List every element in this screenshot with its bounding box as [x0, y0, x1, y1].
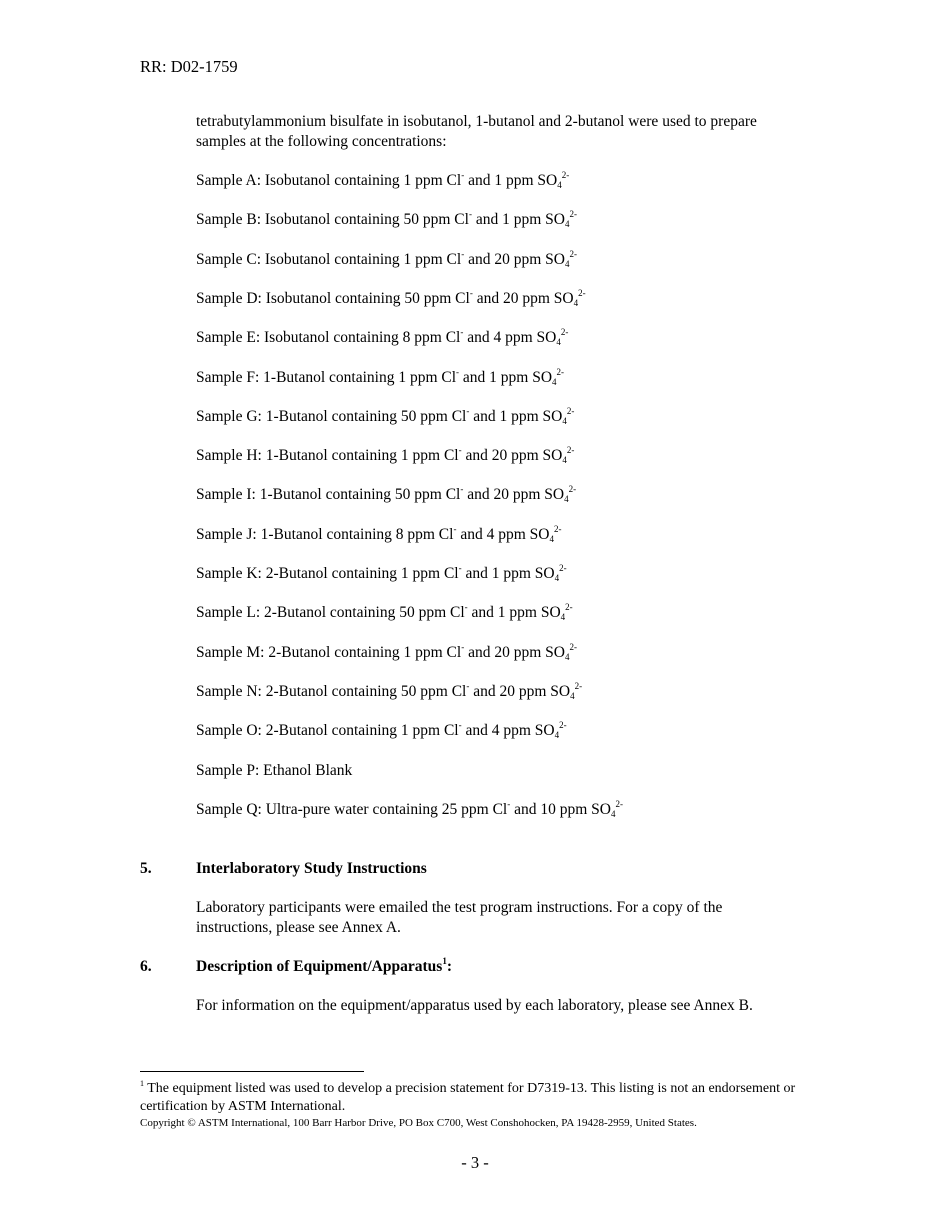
sample-text: Sample M: 2-Butanol containing 1 ppm Cl — [196, 643, 462, 661]
sulfate-subscript: 4 — [610, 808, 616, 819]
sample-sulfate-text: and 20 ppm SO — [469, 682, 571, 700]
sulfate-charge: 2- — [574, 680, 583, 691]
sample-text: Sample B: Isobutanol containing 50 ppm Cl — [196, 211, 469, 229]
sample-line — [196, 485, 576, 505]
sulfate-subscript: 4 — [560, 612, 566, 623]
sulfate-subscript: 4 — [564, 494, 569, 505]
section-5-body: Laboratory participants were emailed the test program instructions. For a copy of the instructions, please see Annex A. — [196, 899, 723, 936]
footnote-reference[interactable]: 1 — [442, 956, 447, 966]
sample-line — [196, 800, 623, 820]
sulfate-charge: 2- — [560, 327, 569, 338]
section-6-title-text: Description of Equipment/Apparatus — [196, 958, 443, 975]
sample-sulfate-text: and 10 ppm SO — [510, 800, 611, 818]
sulfate-subscript: 4 — [554, 573, 560, 583]
sample-sulfate-text: and 4 ppm SO — [463, 329, 557, 347]
footnote-text: The equipment listed was used to develop a precision statement for D7319-13. This listing is not an endorsement or certification by ASTM International. — [140, 1081, 796, 1114]
chloride-charge: - — [466, 405, 470, 416]
sample-line — [196, 721, 567, 741]
sulfate-charge: 2- — [561, 170, 570, 180]
sulfate-charge: 2- — [615, 798, 623, 809]
sulfate-charge: 2- — [568, 484, 577, 495]
sample-sulfate-text: and 20 ppm SO — [464, 643, 565, 661]
sample-sulfate-text: and 4 ppm SO — [456, 525, 550, 543]
sample-text: Sample D: Isobutanol containing 50 ppm Cl — [196, 289, 470, 307]
sulfate-subscript: 4 — [564, 219, 570, 230]
sulfate-subscript: 4 — [562, 455, 567, 466]
sulfate-subscript: 4 — [556, 337, 561, 348]
chloride-charge: - — [456, 366, 460, 377]
chloride-charge: - — [453, 523, 457, 534]
section-6-title — [196, 957, 452, 977]
sample-text: Sample H: 1-Butanol containing 1 ppm Cl — [196, 447, 459, 465]
sulfate-charge: 2- — [566, 445, 575, 456]
sulfate-charge: 2- — [556, 366, 565, 377]
sample-text: Sample P: Ethanol Blank — [196, 761, 353, 779]
sample-text: Sample I: 1-Butanol containing 50 ppm Cl — [196, 486, 461, 504]
chloride-charge: - — [461, 248, 465, 259]
sample-sulfate-text: and 20 ppm SO — [461, 447, 563, 465]
sulfate-charge: 2- — [578, 287, 586, 298]
sample-text: Sample F: 1-Butanol containing 1 ppm Cl — [196, 368, 457, 386]
sulfate-charge: 2- — [566, 405, 575, 416]
sample-line — [196, 368, 564, 388]
sample-text: Sample K: 2-Butanol containing 1 ppm Cl — [196, 565, 459, 582]
sample-sulfate-text: and 20 ppm SO — [464, 250, 565, 268]
sulfate-charge: 2- — [559, 563, 567, 573]
sample-text: Sample A: Isobutanol containing 1 ppm Cl — [196, 172, 462, 189]
copyright-line: Copyright © ASTM International, 100 Barr Harbor Drive, PO Box C700, West Conshohocken, PA 19428-2959, United States. — [140, 1117, 697, 1129]
sulfate-subscript: 4 — [554, 730, 560, 741]
sulfate-subscript: 4 — [564, 651, 570, 662]
section-5-title: Interlaboratory Study Instructions — [196, 860, 427, 877]
section-6-title-suffix: : — [446, 958, 452, 975]
sulfate-subscript: 4 — [552, 376, 557, 387]
sample-text: Sample J: 1-Butanol containing 8 ppm Cl — [196, 525, 454, 543]
footnote-divider — [140, 1071, 364, 1072]
chloride-charge: - — [458, 563, 462, 573]
sample-line — [196, 761, 352, 781]
sulfate-charge: 2- — [553, 523, 562, 534]
sulfate-charge: 2- — [569, 209, 577, 220]
chloride-charge: - — [460, 484, 464, 495]
sample-sulfate-text: and 1 ppm SO — [461, 565, 555, 582]
chloride-charge: - — [464, 602, 468, 613]
section-5-number: 5. — [140, 860, 152, 877]
intro-paragraph: tetrabutylammonium bisulfate in isobutanol, 1-butanol and 2-butanol were used to prepare samples at the following concentrations: — [196, 113, 757, 150]
sulfate-charge: 2- — [569, 248, 577, 259]
chloride-charge: - — [461, 641, 465, 652]
sulfate-subscript: 4 — [557, 180, 562, 190]
sample-line — [196, 564, 567, 584]
sample-line — [196, 682, 582, 702]
sample-text: Sample O: 2-Butanol containing 1 ppm Cl — [196, 722, 459, 740]
sulfate-subscript: 4 — [562, 415, 567, 426]
chloride-charge: - — [468, 209, 472, 220]
sample-sulfate-text: and 4 ppm SO — [461, 722, 555, 740]
sample-line — [196, 289, 586, 309]
sample-line — [196, 446, 574, 466]
sample-sulfate-text: and 1 ppm SO — [467, 604, 561, 622]
sample-sulfate-text: and 1 ppm SO — [471, 211, 565, 229]
sample-line — [196, 407, 574, 427]
chloride-charge: - — [507, 798, 511, 809]
sample-sulfate-text: and 1 ppm SO — [464, 172, 558, 189]
section-6-number: 6. — [140, 958, 152, 975]
report-id-header: RR: D02-1759 — [140, 57, 238, 76]
sample-sulfate-text: and 20 ppm SO — [463, 486, 565, 504]
sample-line — [196, 328, 568, 348]
sample-sulfate-text: and 20 ppm SO — [472, 289, 574, 307]
chloride-charge: - — [460, 327, 464, 338]
sample-line — [196, 603, 573, 623]
sample-text: Sample N: 2-Butanol containing 50 ppm Cl — [196, 682, 467, 700]
sample-sulfate-text: and 1 ppm SO — [469, 407, 563, 425]
sulfate-subscript: 4 — [549, 533, 554, 544]
page-number: - 3 - — [461, 1153, 489, 1172]
sulfate-subscript: 4 — [570, 690, 575, 701]
sulfate-charge: 2- — [565, 602, 573, 613]
sample-line — [196, 525, 561, 545]
chloride-charge: - — [458, 720, 462, 731]
sample-text: Sample Q: Ultra-pure water containing 25 ppm Cl — [196, 800, 508, 818]
sample-line — [196, 210, 577, 230]
sample-text: Sample G: 1-Butanol containing 50 ppm Cl — [196, 407, 467, 425]
chloride-charge: - — [469, 287, 473, 298]
sample-line — [196, 643, 577, 663]
sulfate-subscript: 4 — [564, 258, 570, 269]
sulfate-subscript: 4 — [573, 297, 579, 308]
sample-sulfate-text: and 1 ppm SO — [459, 368, 553, 386]
sulfate-charge: 2- — [569, 641, 577, 652]
chloride-charge: - — [466, 680, 470, 691]
sulfate-charge: 2- — [559, 720, 567, 731]
chloride-charge: - — [461, 170, 465, 180]
section-6-body: For information on the equipment/apparatus used by each laboratory, please see Annex B. — [196, 997, 753, 1014]
sample-text: Sample E: Isobutanol containing 8 ppm Cl — [196, 329, 461, 347]
footnote-marker: 1 — [140, 1079, 144, 1088]
sample-text: Sample C: Isobutanol containing 1 ppm Cl — [196, 250, 462, 268]
footnote — [140, 1080, 800, 1116]
sample-line — [196, 250, 577, 270]
chloride-charge: - — [458, 445, 462, 456]
sample-line — [196, 171, 569, 191]
sample-text: Sample L: 2-Butanol containing 50 ppm Cl — [196, 604, 465, 622]
